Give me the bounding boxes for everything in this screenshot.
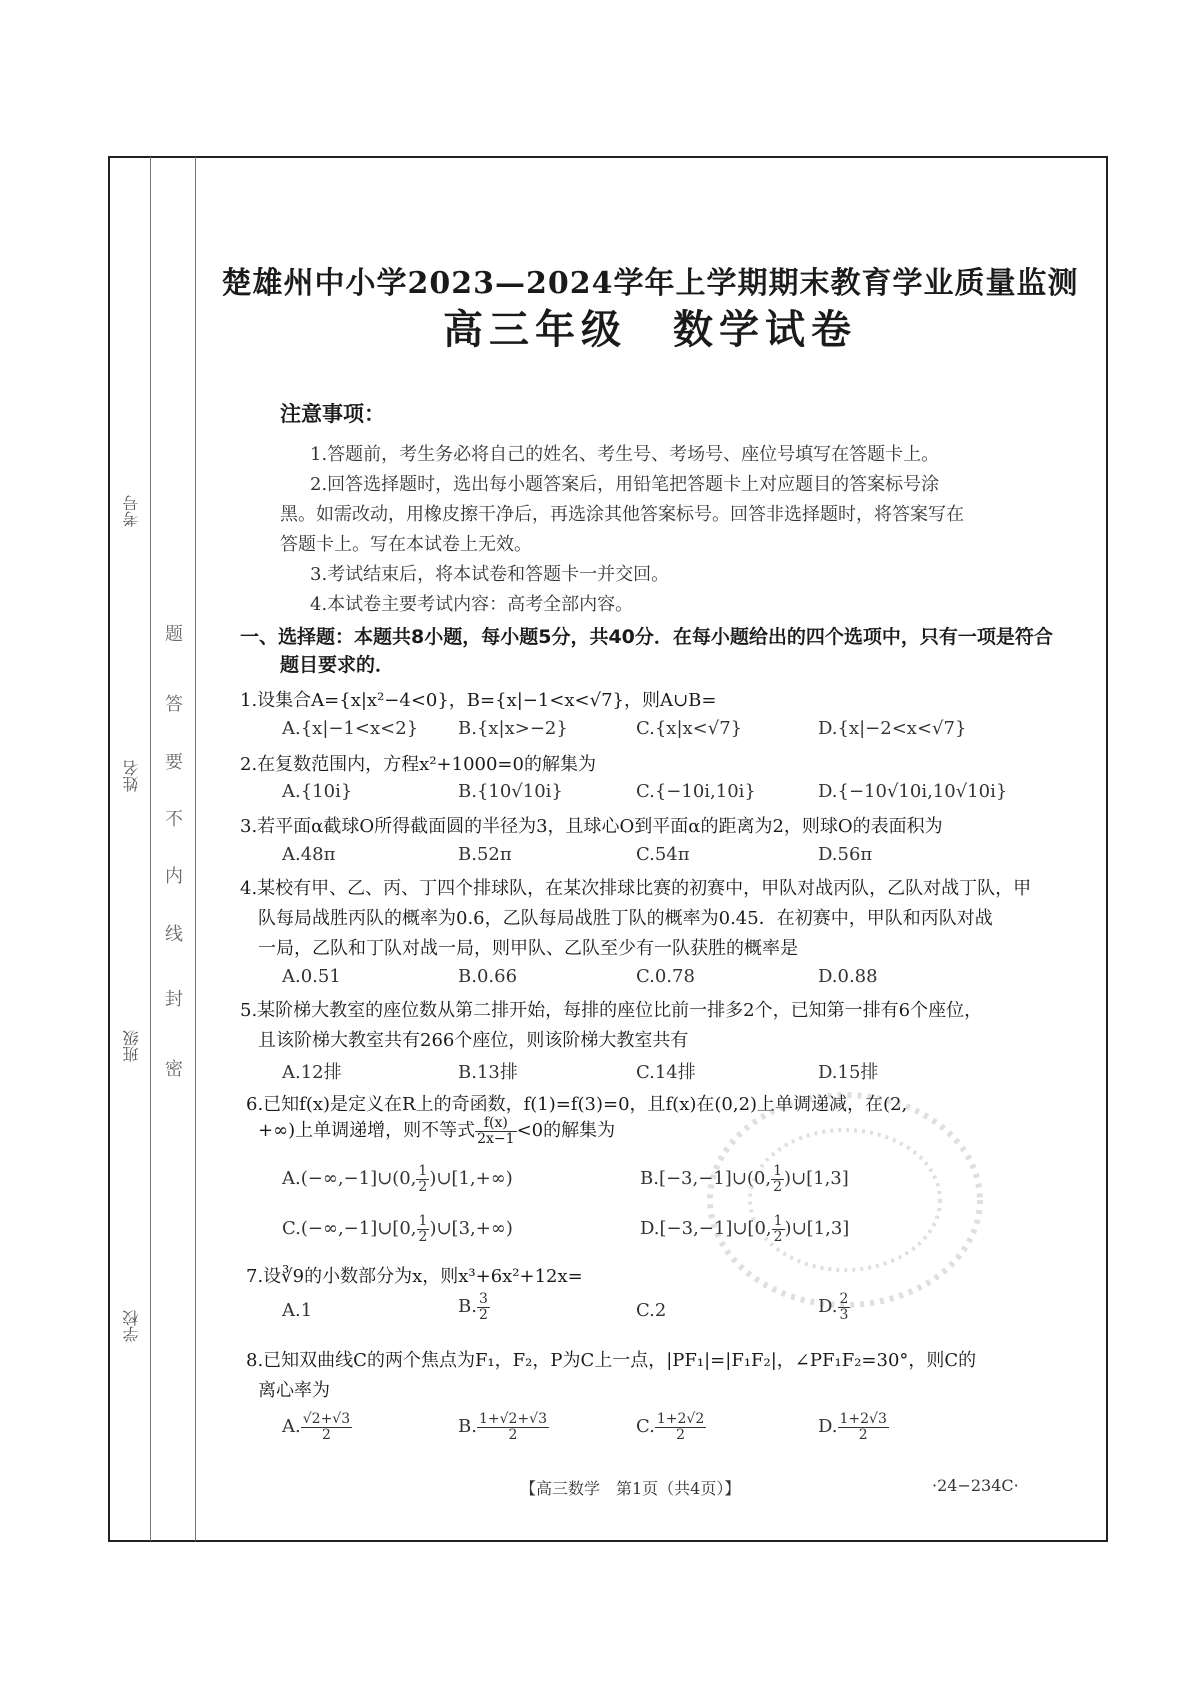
option-text: C.(−∞,−1]∪[0, xyxy=(282,1218,417,1240)
seal-char: 密 xyxy=(165,1059,183,1080)
option-a: A.{x|−1<x<2} xyxy=(282,718,419,739)
exam-title: 楚雄州中小学2023—2024学年上学期期末教育学业质量监测 xyxy=(221,266,1079,301)
option-d: D.{−10√10i,10√10i} xyxy=(818,781,1008,802)
option-c: C.54π xyxy=(636,844,690,865)
question-stem: 2.在复数范围内，方程x²+1000=0的解集为 xyxy=(240,754,596,775)
question-stem-line xyxy=(258,1116,615,1146)
option-c: C.14排 xyxy=(636,1062,696,1083)
option-c: C.{−10i,10i} xyxy=(636,781,756,802)
fraction-num: 3 xyxy=(478,1291,488,1307)
section-heading: 一、选择题：本题共8小题，每小题5分，共40分．在每小题给出的四个选项中，只有一项是符合 xyxy=(240,626,1053,648)
option-text: D. xyxy=(818,1416,838,1438)
notice-item: 黑。如需改动，用橡皮擦干净后，再选涂其他答案标号。回答非选择题时，将答案写在 xyxy=(280,504,964,525)
fraction-num: 1 xyxy=(773,1163,782,1179)
notice-item: 3.考试结束后，将本试卷和答题卡一并交回。 xyxy=(310,564,670,585)
option-b: B.52π xyxy=(458,844,512,865)
option-a xyxy=(282,1412,352,1442)
option-b: B.13排 xyxy=(458,1062,518,1083)
exam-subtitle: 高三年级 数学试卷 xyxy=(443,306,857,353)
fraction xyxy=(477,1412,549,1442)
seal-char: 封 xyxy=(165,989,183,1010)
option-c xyxy=(282,1214,513,1244)
option-c: C.{x|x<√7} xyxy=(636,718,743,739)
option-text: B. xyxy=(458,1296,477,1318)
notice-item: 4.本试卷主要考试内容：高考全部内容。 xyxy=(310,594,634,615)
option-text: A. xyxy=(282,1416,301,1438)
option-a: A.1 xyxy=(282,1300,313,1321)
fraction-num: 2 xyxy=(839,1291,849,1307)
question-text: <0的解集为 xyxy=(516,1120,616,1142)
option-c: C.0.78 xyxy=(636,966,695,987)
seal-char: 不 xyxy=(165,809,183,830)
fraction-num: 1+2√2 xyxy=(656,1411,705,1427)
fraction xyxy=(416,1164,429,1194)
fraction-den: 3 xyxy=(839,1306,849,1323)
option-d: D.{x|−2<x<√7} xyxy=(818,718,967,739)
question-stem: 且该阶梯大教室共有266个座位，则该阶梯大教室共有 xyxy=(258,1030,689,1051)
field-exam-number: 考号 xyxy=(122,495,141,527)
margin-divider xyxy=(195,157,196,1541)
question-stem: 1.设集合A={x|x²−4<0}，B={x|−1<x<√7}，则A∪B= xyxy=(240,690,717,711)
option-c xyxy=(636,1412,706,1442)
option-b: B.{x|x>−2} xyxy=(458,718,568,739)
option-text: C. xyxy=(636,1416,655,1438)
fraction-den: 2 xyxy=(858,1426,868,1443)
section-heading: 题目要求的． xyxy=(280,654,395,676)
fraction xyxy=(417,1214,430,1244)
notice-item: 答题卡上。写在本试卷上无效。 xyxy=(280,534,532,555)
notice-item: 1.答题前，考生务必将自己的姓名、考生号、考场号、座位号填写在答题卡上。 xyxy=(310,444,940,465)
field-name: 姓名 xyxy=(122,760,141,792)
option-b: B.0.66 xyxy=(458,966,518,987)
option-a: A.{10i} xyxy=(282,781,353,802)
fraction-den: 2 xyxy=(773,1178,782,1195)
question-stem: 6.已知f(x)是定义在R上的奇函数，f(1)=f(3)=0，且f(x)在(0,2)上单调递减，在(2, xyxy=(246,1094,908,1115)
option-a: A.48π xyxy=(282,844,336,865)
option-text: B. xyxy=(458,1416,477,1438)
option-c: C.2 xyxy=(636,1300,667,1321)
option-text: )∪[1,3] xyxy=(783,1168,849,1190)
seal-char: 要 xyxy=(165,752,183,773)
fraction xyxy=(838,1412,889,1442)
fraction-num: √2+√3 xyxy=(302,1411,351,1427)
notice-item: 2.回答选择题时，选出每小题答案后，用铅笔把答题卡上对应题目的答案标号涂 xyxy=(310,474,940,495)
fraction-den: 2 xyxy=(478,1306,488,1323)
question-stem: 离心率为 xyxy=(258,1380,330,1401)
fraction-num: 1+2√3 xyxy=(839,1411,887,1427)
seal-char: 内 xyxy=(165,866,183,887)
fraction-num: 1 xyxy=(773,1213,783,1229)
option-text: D.[−3,−1]∪[0, xyxy=(640,1218,772,1240)
seal-char: 线 xyxy=(165,924,183,945)
question-stem: 一局，乙队和丁队对战一局，则甲队、乙队至少有一队获胜的概率是 xyxy=(258,938,798,959)
notice-heading: 注意事项： xyxy=(280,402,385,426)
option-text: A.(−∞,−1]∪(0, xyxy=(282,1168,417,1190)
seal-char: 答 xyxy=(165,694,183,715)
fraction xyxy=(655,1412,706,1442)
option-b xyxy=(458,1292,490,1322)
fraction-den: 2 xyxy=(418,1228,428,1245)
option-a: A.12排 xyxy=(282,1062,342,1083)
fraction-num: 1+√2+√3 xyxy=(478,1411,547,1427)
fraction xyxy=(475,1116,516,1146)
fraction-den: 2 xyxy=(321,1426,331,1443)
option-a: A.0.51 xyxy=(282,966,341,987)
seal-char: 题 xyxy=(165,624,183,645)
field-school: 学校 xyxy=(122,1310,141,1342)
fraction-den: 2 xyxy=(676,1426,685,1443)
question-stem: 5.某阶梯大教室的座位数从第二排开始，每排的座位比前一排多2个，已知第一排有6个座位， xyxy=(240,1000,983,1021)
option-a xyxy=(282,1164,513,1194)
option-d xyxy=(818,1412,889,1442)
question-stem: 8.已知双曲线C的两个焦点为F₁，F₂，P为C上一点，|PF₁|=|F₁F₂|，∠PF₁F₂=30°，则C的 xyxy=(246,1350,977,1371)
fraction-num: 1 xyxy=(418,1163,428,1179)
option-d: D.15排 xyxy=(818,1062,879,1083)
fraction xyxy=(477,1292,490,1322)
fraction-num: 1 xyxy=(418,1213,428,1229)
question-stem: 队每局战胜丙队的概率为0.6，乙队每局战胜丁队的概率为0.45．在初赛中，甲队和丙队对战 xyxy=(258,908,993,929)
option-text: )∪[1,3] xyxy=(784,1218,850,1240)
watermark-stamp xyxy=(700,1085,990,1318)
option-b: B.{10√10i} xyxy=(458,781,563,802)
question-stem: 3.若平面α截球O所得截面圆的半径为3，且球心O到平面α的距离为2，则球O的表面积为 xyxy=(240,816,943,837)
option-d: D.56π xyxy=(818,844,873,865)
option-text: B.[−3,−1]∪(0, xyxy=(640,1168,772,1190)
question-stem: 4.某校有甲、乙、丙、丁四个排球队，在某次排球比赛的初赛中，甲队对战丙队，乙队对战丁队，甲 xyxy=(240,878,1032,899)
margin-divider xyxy=(150,157,151,1541)
field-class: 班级 xyxy=(122,1030,141,1062)
page-border xyxy=(108,156,1108,1542)
question-stem: 7.设∛9的小数部分为x，则x³+6x²+12x= xyxy=(246,1266,583,1287)
fraction-den: 2 xyxy=(773,1228,783,1245)
paper-code: ·24−234C· xyxy=(932,1476,1019,1495)
option-b xyxy=(458,1412,549,1442)
fraction-den: 2 xyxy=(508,1426,518,1443)
question-text: +∞)上单调递增，则不等式 xyxy=(258,1120,476,1142)
fraction-num: f(x) xyxy=(475,1116,516,1132)
fraction-den: 2x−1 xyxy=(477,1130,515,1147)
fraction xyxy=(301,1412,352,1442)
option-text: D. xyxy=(818,1296,838,1318)
page-footer: 【高三数学 第1页（共4页）】 xyxy=(520,1479,741,1498)
fraction-den: 2 xyxy=(418,1178,428,1195)
option-text: )∪[1,+∞) xyxy=(429,1168,513,1190)
option-d: D.0.88 xyxy=(818,966,878,987)
option-text: )∪[3,+∞) xyxy=(429,1218,513,1240)
